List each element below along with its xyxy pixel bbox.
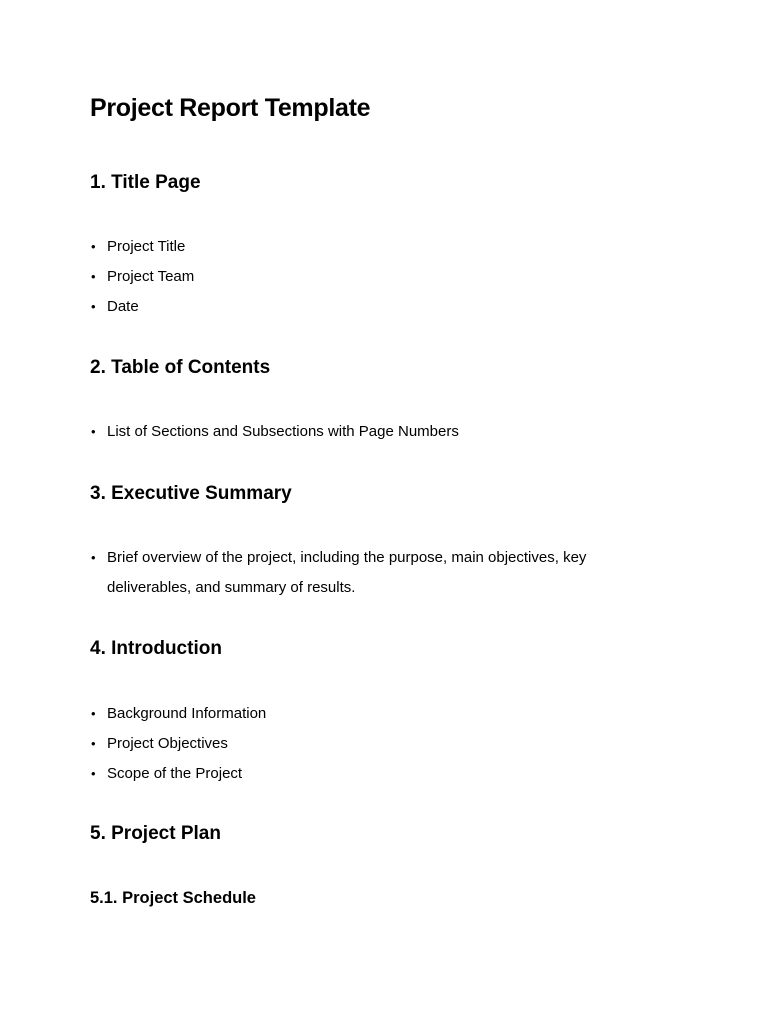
list-item-text: Project Title — [107, 238, 186, 255]
list-item-text: Background Information — [107, 705, 267, 722]
list-item-text: Brief overview of the project, including the purpose, main objectives, key deliverables, and summary of results. — [107, 549, 587, 596]
bullet-icon: • — [91, 299, 96, 314]
bullet-icon: • — [91, 424, 96, 439]
table-of-contents-list — [90, 417, 670, 447]
list-item — [90, 232, 670, 262]
bullet-icon: • — [91, 706, 96, 721]
list-item — [90, 417, 670, 447]
list-item — [90, 729, 670, 759]
bullet-icon: • — [91, 239, 96, 254]
list-item — [90, 543, 650, 603]
list-item — [90, 699, 670, 729]
list-item — [90, 292, 670, 322]
section-heading-title-page: 1. Title Page — [90, 172, 201, 193]
section-heading-executive-summary: 3. Executive Summary — [90, 483, 292, 504]
list-item — [90, 262, 670, 292]
document-title: Project Report Template — [90, 94, 371, 122]
introduction-list — [90, 699, 670, 789]
list-item-text: Scope of the Project — [107, 765, 243, 782]
bullet-icon: • — [91, 269, 96, 284]
list-item — [90, 759, 670, 789]
list-item-text: Project Team — [107, 268, 195, 285]
section-heading-introduction: 4. Introduction — [90, 638, 222, 659]
bullet-icon: • — [91, 766, 96, 781]
section-heading-project-plan: 5. Project Plan — [90, 823, 221, 844]
subsection-heading-project-schedule: 5.1. Project Schedule — [90, 889, 256, 907]
title-page-list — [90, 232, 670, 322]
section-heading-table-of-contents: 2. Table of Contents — [90, 357, 271, 378]
list-item-text: Project Objectives — [107, 735, 228, 752]
bullet-icon: • — [91, 736, 96, 751]
executive-summary-list — [90, 543, 650, 603]
list-item-text: Date — [107, 298, 139, 315]
list-item-text: List of Sections and Subsections with Page Numbers — [107, 423, 459, 440]
bullet-icon: • — [91, 550, 96, 565]
